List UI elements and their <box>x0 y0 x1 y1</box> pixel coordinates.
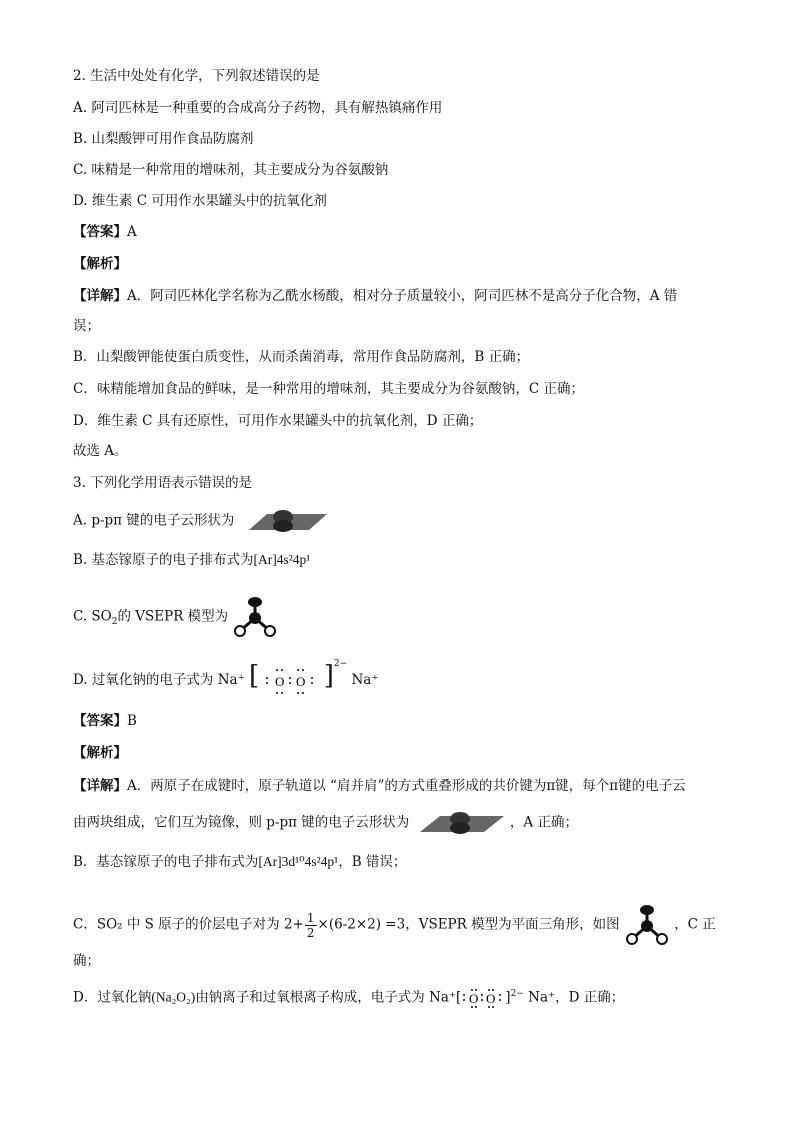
peroxide-electron-dots-icon <box>263 666 319 696</box>
detail-text: C．SO₂ 中 S 原子的价层电子对为 2+ <box>73 916 304 933</box>
detail-text: 由两块组成，它们互为镜像，则 p-pπ 键的电子云形状为 <box>73 814 410 831</box>
electron-configuration: [Ar]4s²4p¹ <box>253 552 311 567</box>
q2-option-a: A. 阿司匹林是一种重要的合成高分子药物，具有解热镇痛作用 <box>73 100 443 116</box>
q3-option-a <box>73 508 329 534</box>
q3-detail-c-line-1 <box>73 904 716 946</box>
fraction-denominator: 2 <box>306 925 315 940</box>
q3-detail-b <box>73 852 406 872</box>
pi-bond-cloud-icon <box>414 810 506 836</box>
answer-tag: 【答案】 <box>73 713 127 729</box>
detail-text: B．基态镓原子的电子排布式为 <box>73 854 259 870</box>
q2-option-c: C. 味精是一种常用的增味剂，其主要成分为谷氨酸钠 <box>73 162 389 178</box>
q3-option-c <box>73 596 278 638</box>
vsepr-trigonal-planar-icon <box>624 904 670 946</box>
q3-detail-a-line-2 <box>73 810 578 836</box>
detail-text: ，B 错误； <box>338 854 407 870</box>
q2-detail-line-6: 故选 A。 <box>73 443 128 459</box>
q3-option-b <box>73 550 310 570</box>
option-text: A. p-pπ 键的电子云形状为 <box>73 512 235 529</box>
bracket-close: ] <box>323 661 334 691</box>
bracket-open: [ <box>249 661 260 691</box>
electron-configuration: [Ar]3d¹⁰4s²4p¹ <box>258 854 339 869</box>
chemical-formula: (Na₂O₂) <box>151 989 196 1005</box>
detail-tag: 【详解】 <box>73 778 127 794</box>
q2-answer <box>73 222 137 242</box>
q3-detail-d: D．过氧化钠(Na₂O₂)由钠离子和过氧根离子构成，电子式为 Na⁺[ O O ]$^{2-}$ Na⁺，D 正确； <box>73 987 624 1009</box>
charge-superscript: 2− <box>333 659 348 669</box>
detail-text: A．两原子在成键时，原子轨道以 “肩并肩”的方式重叠形成的共价键为π键，每个π键的电子云 <box>127 778 686 794</box>
pi-bond-cloud-icon <box>239 508 329 534</box>
q2-detail-line-2: 误； <box>73 318 100 334</box>
svg-text:O: O <box>486 991 496 1006</box>
q3-detail-c-line-2: 确； <box>73 953 100 969</box>
q2-option-b: B. 山梨酸钾可用作食品防腐剂 <box>73 131 254 147</box>
q2-detail-line-3: B．山梨酸钾能使蛋白质变性，从而杀菌消毒，常用作食品防腐剂，B 正确； <box>73 349 530 365</box>
q3-option-d <box>73 659 379 696</box>
q2-detail-line-5: D．维生素 C 具有还原性，可用作水果罐头中的抗氧化剂，D 正确； <box>73 413 483 429</box>
detail-text: A．阿司匹林化学名称为乙酰水杨酸，相对分子质量较小，阿司匹林不是高分子化合物，A 错 <box>127 288 678 304</box>
detail-text: 由钠离子和过氧根离子构成，电子式为 Na⁺[ <box>195 989 462 1006</box>
option-text: Na⁺ <box>351 672 379 688</box>
option-text: D. 过氧化钠的电子式为 Na⁺ <box>73 672 245 688</box>
q2-option-d: D. 维生素 C 可用作水果罐头中的抗氧化剂 <box>73 193 327 209</box>
q2-analysis-tag: 【解析】 <box>73 256 127 272</box>
svg-text:O: O <box>275 673 285 689</box>
option-text: C. SO <box>73 608 112 625</box>
detail-text: ，A 正确； <box>509 814 578 831</box>
q2-stem: 2. 生活中处处有化学，下列叙述错误的是 <box>73 68 320 84</box>
option-text: B. 基态镓原子的电子排布式为 <box>73 552 254 568</box>
q2-detail-line-4: C．味精能增加食品的鲜味，是一种常用的增味剂，其主要成分为谷氨酸钠，C 正确； <box>73 381 584 397</box>
svg-text:O: O <box>296 673 306 689</box>
detail-text: ，C 正 <box>674 916 716 933</box>
q2-detail-line-1 <box>73 286 677 306</box>
charge-superscript: 2− <box>510 989 524 999</box>
answer-tag: 【答案】 <box>73 224 127 240</box>
peroxide-electron-dots-icon <box>461 987 505 1009</box>
q3-stem: 3. 下列化学用语表示错误的是 <box>73 475 253 491</box>
detail-tag: 【详解】 <box>73 288 127 304</box>
subscript: 2 <box>111 617 118 628</box>
q3-analysis-tag: 【解析】 <box>73 745 127 761</box>
q3-detail-a-line-1 <box>73 776 686 796</box>
q3-answer <box>73 711 137 731</box>
option-text: 的 VSEPR 模型为 <box>117 608 229 625</box>
svg-text:O: O <box>469 991 479 1006</box>
vsepr-trigonal-planar-icon <box>232 596 278 638</box>
answer-value: A <box>127 224 137 240</box>
fraction <box>305 911 317 940</box>
detail-text: D．过氧化钠 <box>73 989 152 1006</box>
detail-text: Na⁺，D 正确； <box>528 989 625 1006</box>
fraction-numerator: 1 <box>306 910 315 925</box>
detail-text: ×(6-2×2) =3，VSEPR 模型为平面三角形，如图 <box>317 916 620 933</box>
answer-value: B <box>127 713 137 729</box>
